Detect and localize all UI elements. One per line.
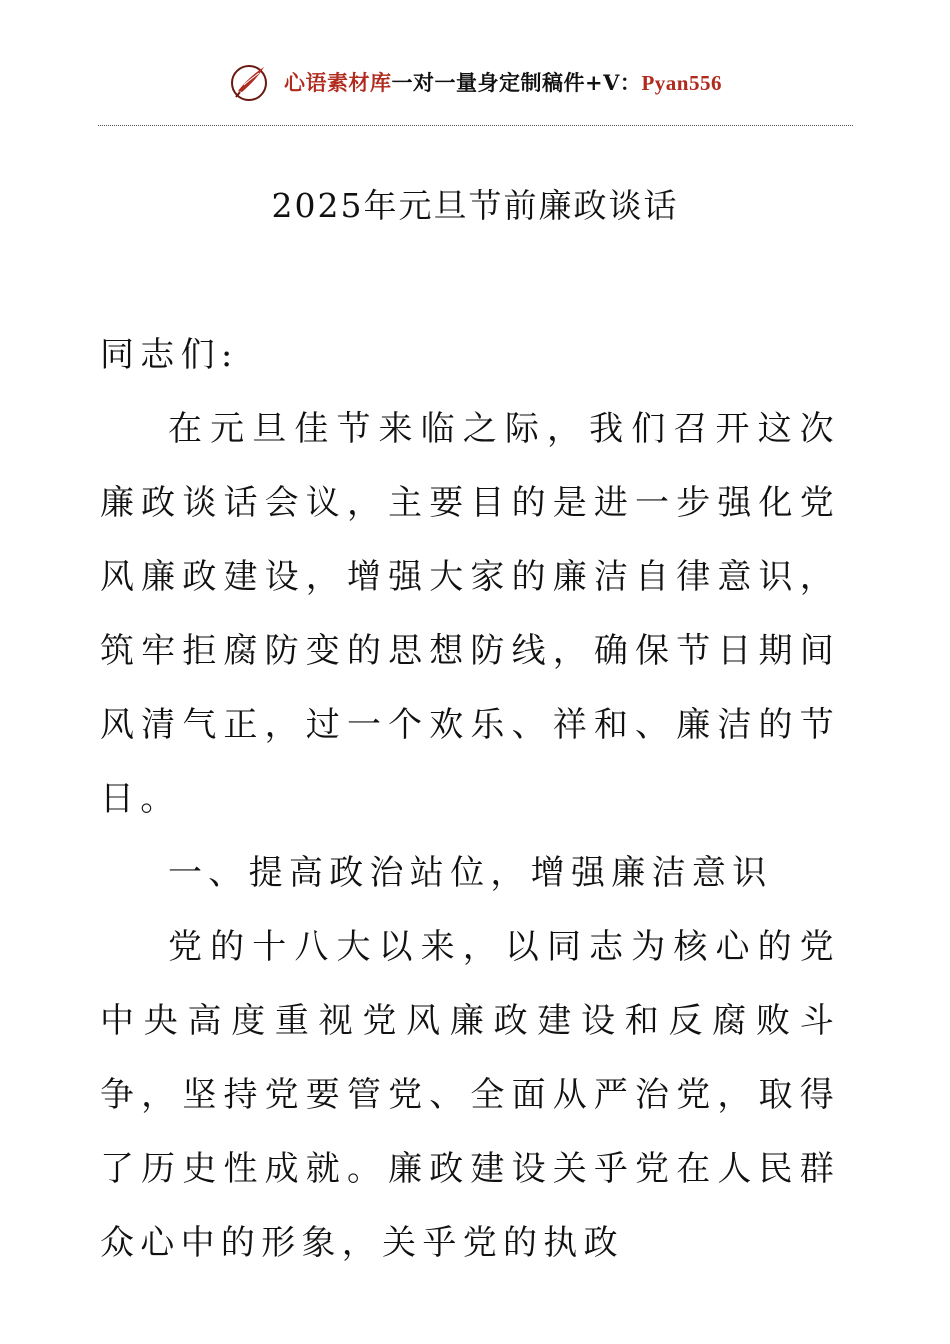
quill-pen-logo-icon [228,61,270,103]
paragraph: 党的十八大以来，以同志为核心的党中央高度重视党风廉政建设和反腐败斗争，坚持党要管党、全面从严治党，取得了历史性成就。廉政建设关乎党在人民群众心中的形象，关乎党的执政 [100,927,840,1263]
contact-prefix: +V： [585,70,642,95]
header-divider [98,125,853,126]
document-title: 2025年元旦节前廉政谈话 [271,186,679,225]
salutation: 同志们: [100,335,239,375]
brand-name: 心语素材库 [284,70,392,95]
contact-id: Pyan556 [641,71,722,95]
header-banner-text [284,67,722,97]
header-tagline: 一对一量身定制稿件 [391,70,586,95]
section-heading: 一、提高政治站位，增强廉洁意识 [168,853,773,893]
document-body [100,318,840,1280]
page-header [0,56,950,108]
paragraph: 在元旦佳节来临之际，我们召开这次廉政谈话会议，主要目的是进一步强化党风廉政建设，增强大家的廉洁自律意识，筑牢拒腐防变的思想防线，确保节日期间风清气正，过一个欢乐、祥和、廉洁的节日。 [100,409,840,819]
